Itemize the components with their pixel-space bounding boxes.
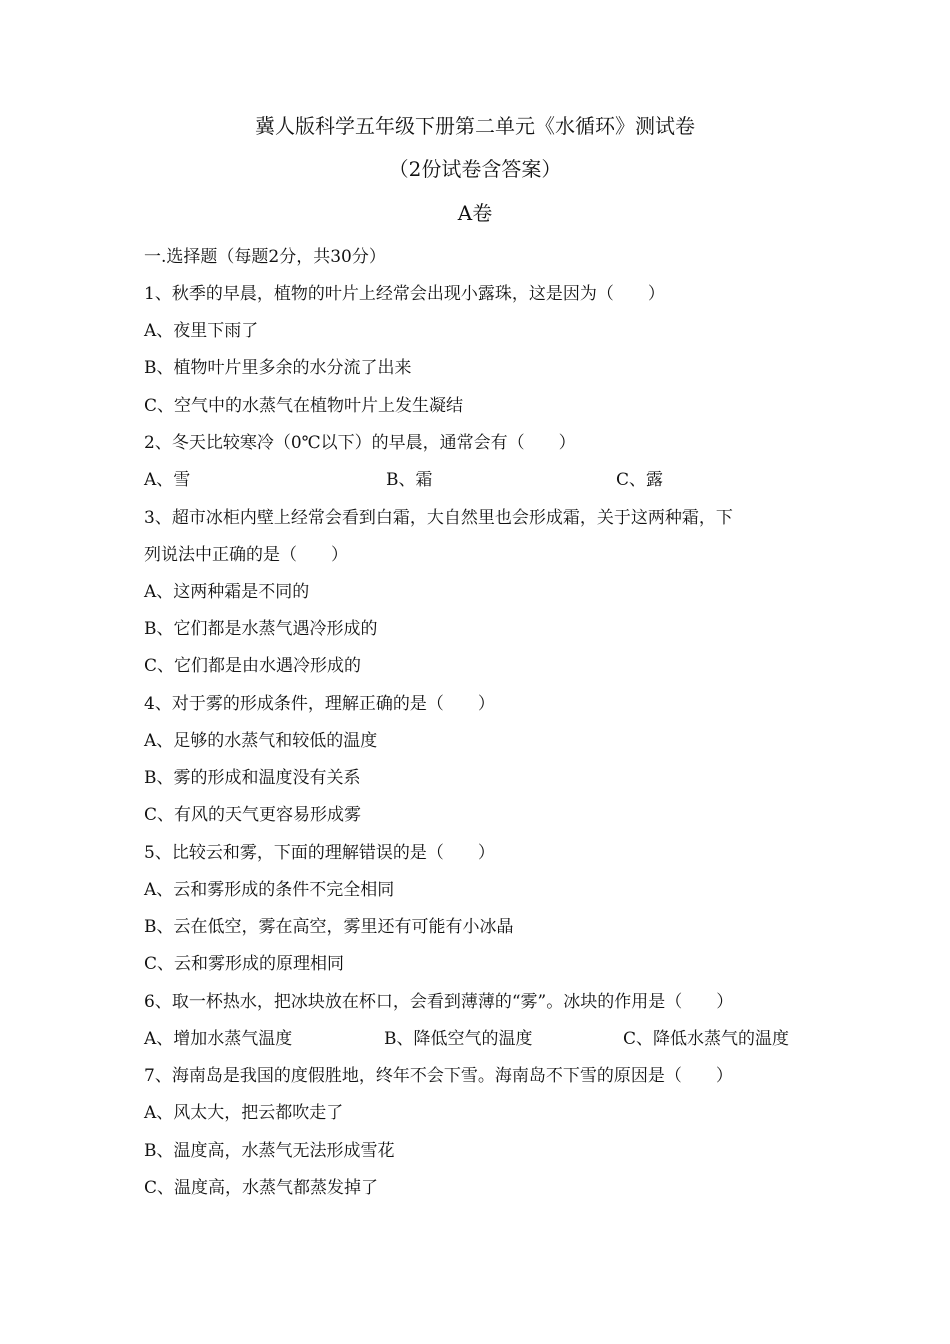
question-1-option-a: A、夜里下雨了 — [144, 321, 259, 341]
question-4-option-c: C、有风的天气更容易形成雾 — [144, 805, 362, 825]
question-6-option-b: B、降低空气的温度 — [384, 1029, 533, 1049]
question-7-option-b: B、温度高，水蒸气无法形成雪花 — [144, 1141, 395, 1161]
question-7-option-c: C、温度高，水蒸气都蒸发掉了 — [144, 1178, 379, 1198]
question-1-stem: 1、秋季的早晨，植物的叶片上经常会出现小露珠，这是因为（ ） — [144, 284, 665, 304]
question-6-option-c: C、降低水蒸气的温度 — [623, 1029, 790, 1049]
question-4-option-b: B、雾的形成和温度没有关系 — [144, 768, 361, 788]
question-5-option-c: C、云和雾形成的原理相同 — [144, 954, 345, 974]
paper-label: A卷 — [457, 201, 493, 225]
question-5-stem: 5、比较云和雾，下面的理解错误的是（ ） — [144, 843, 495, 863]
question-7-option-a: A、风太大，把云都吹走了 — [144, 1103, 344, 1123]
question-1-option-b: B、植物叶片里多余的水分流了出来 — [144, 358, 412, 378]
question-7-stem: 7、海南岛是我国的度假胜地，终年不会下雪。海南岛不下雪的原因是（ ） — [144, 1066, 733, 1086]
question-3-stem-line-1: 3、超市冰柜内壁上经常会看到白霜，大自然里也会形成霜，关于这两种霜，下 — [144, 508, 733, 528]
question-4-stem: 4、对于雾的形成条件，理解正确的是（ ） — [144, 694, 495, 714]
question-6-options — [144, 1028, 824, 1050]
question-2-option-b: B、霜 — [386, 470, 433, 490]
question-6-option-a: A、增加水蒸气温度 — [144, 1029, 293, 1049]
question-2-stem: 2、冬天比较寒冷（0℃以下）的早晨，通常会有（ ） — [144, 433, 576, 453]
question-1-option-c: C、空气中的水蒸气在植物叶片上发生凝结 — [144, 396, 464, 416]
question-3-option-b: B、它们都是水蒸气遇冷形成的 — [144, 619, 378, 639]
question-2-options — [144, 469, 824, 491]
question-3-stem-line-2: 列说法中正确的是（ ） — [144, 545, 348, 565]
question-6-stem: 6、取一杯热水，把冰块放在杯口，会看到薄薄的“雾”。冰块的作用是（ ） — [144, 992, 734, 1012]
question-3-option-c: C、它们都是由水遇冷形成的 — [144, 656, 362, 676]
document-subtitle: （2份试卷含答案） — [388, 157, 562, 181]
question-5-option-a: A、云和雾形成的条件不完全相同 — [144, 880, 395, 900]
question-5-option-b: B、云在低空，雾在高空，雾里还有可能有小冰晶 — [144, 917, 514, 937]
question-2-option-a: A、雪 — [144, 470, 191, 490]
question-4-option-a: A、足够的水蒸气和较低的温度 — [144, 731, 378, 751]
question-2-option-c: C、露 — [616, 470, 664, 490]
section-heading: 一.选择题（每题2分，共30分） — [144, 247, 386, 267]
question-3-option-a: A、这两种霜是不同的 — [144, 582, 310, 602]
document-title: 冀人版科学五年级下册第二单元《水循环》测试卷 — [255, 114, 695, 138]
